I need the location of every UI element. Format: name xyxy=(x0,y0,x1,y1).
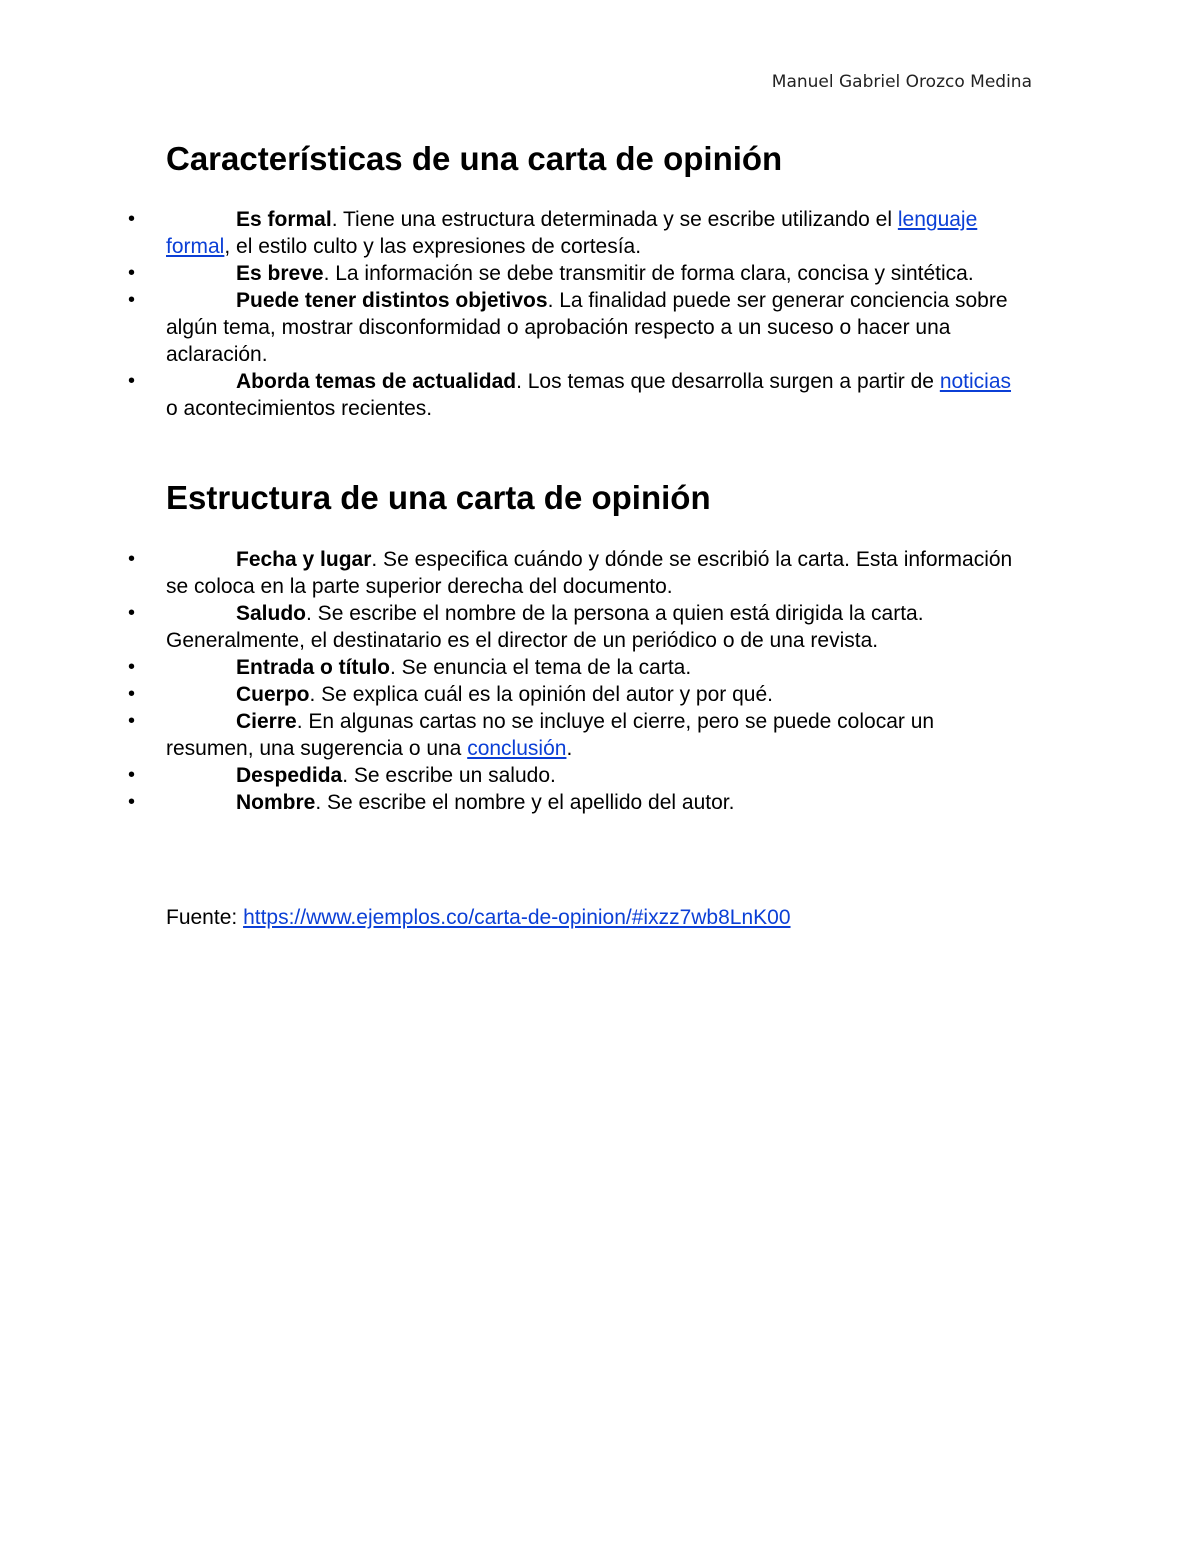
item-text: . En algunas cartas no se incluye el cierre, pero se puede colocar un resumen, una sugerencia o una xyxy=(166,710,935,760)
item-text: o acontecimientos recientes. xyxy=(166,397,433,420)
item-text: . La información se debe transmitir de forma clara, concisa y sintética. xyxy=(323,262,974,285)
list-item xyxy=(128,368,1026,422)
item-term: Cuerpo xyxy=(236,683,310,706)
item-text: . Se explica cuál es la opinión del autor y por qué. xyxy=(309,683,773,706)
bullet-icon: • xyxy=(128,764,136,786)
item-text: . Se especifica cuándo y dónde se escribió la carta. Esta información se coloca en la parte superior derecha del documento. xyxy=(166,548,1013,598)
section-title-structure: Estructura de una carta de opinión xyxy=(166,479,711,516)
link-conclusion[interactable]: conclusión xyxy=(467,737,567,760)
bullet-icon: • xyxy=(128,791,136,813)
list-item xyxy=(128,654,1026,681)
bullet-icon: • xyxy=(128,548,136,570)
item-text: . Se enuncia el tema de la carta. xyxy=(390,656,692,679)
item-term: Cierre xyxy=(236,710,297,733)
link-lenguaje-formal[interactable]: lenguaje formal xyxy=(166,208,978,258)
link-noticias[interactable]: noticias xyxy=(939,370,1012,393)
characteristics-list xyxy=(128,206,1026,422)
source-link[interactable]: https://www.ejemplos.co/carta-de-opinion/#ixzz7wb8LnK00 xyxy=(243,906,791,929)
item-term: Despedida xyxy=(236,764,343,787)
item-term: Es breve xyxy=(236,262,324,285)
list-item xyxy=(128,681,1026,708)
item-text: , el estilo culto y las expresiones de cortesía. xyxy=(224,235,642,258)
bullet-icon: • xyxy=(128,208,136,230)
list-item xyxy=(128,789,1026,816)
item-term: Saludo xyxy=(236,602,307,625)
bullet-icon: • xyxy=(128,289,136,311)
item-text: . La finalidad puede ser generar conciencia sobre algún tema, mostrar disconformidad o aprobación respecto a un suceso o hacer una aclaración. xyxy=(166,289,1008,366)
item-text: . xyxy=(566,737,573,760)
bullet-icon: • xyxy=(128,370,136,392)
item-text: . Se escribe el nombre de la persona a quien está dirigida la carta. Generalmente, el destinatario es el director de un periódico o de una revista. xyxy=(166,602,924,652)
author-header: Manuel Gabriel Orozco Medina xyxy=(771,72,1032,92)
list-item xyxy=(128,762,1026,789)
structure-list xyxy=(128,546,1026,816)
bullet-icon: • xyxy=(128,262,136,284)
source-label: Fuente: xyxy=(166,906,244,929)
list-item xyxy=(128,287,1026,368)
bullet-icon: • xyxy=(128,683,136,705)
item-term: Entrada o título xyxy=(236,656,390,679)
bullet-icon: • xyxy=(128,602,136,624)
section-title-characteristics: Características de una carta de opinión xyxy=(166,140,783,177)
item-term: Aborda temas de actualidad xyxy=(236,370,517,393)
bullet-icon: • xyxy=(128,656,136,678)
list-item xyxy=(128,708,1026,762)
list-item xyxy=(128,260,1026,287)
item-term: Es formal xyxy=(236,208,332,231)
item-term: Puede tener distintos objetivos xyxy=(236,289,548,312)
list-item xyxy=(128,600,1026,654)
source-line xyxy=(166,904,791,931)
item-text: . Tiene una estructura determinada y se escribe utilizando el xyxy=(331,208,898,231)
item-term: Nombre xyxy=(236,791,316,814)
list-item xyxy=(128,546,1026,600)
bullet-icon: • xyxy=(128,710,136,732)
item-text: . Los temas que desarrolla surgen a partir de xyxy=(516,370,940,393)
item-text: . Se escribe un saludo. xyxy=(342,764,556,787)
item-text: . Se escribe el nombre y el apellido del autor. xyxy=(315,791,735,814)
list-item xyxy=(128,206,1026,260)
item-term: Fecha y lugar xyxy=(236,548,372,571)
